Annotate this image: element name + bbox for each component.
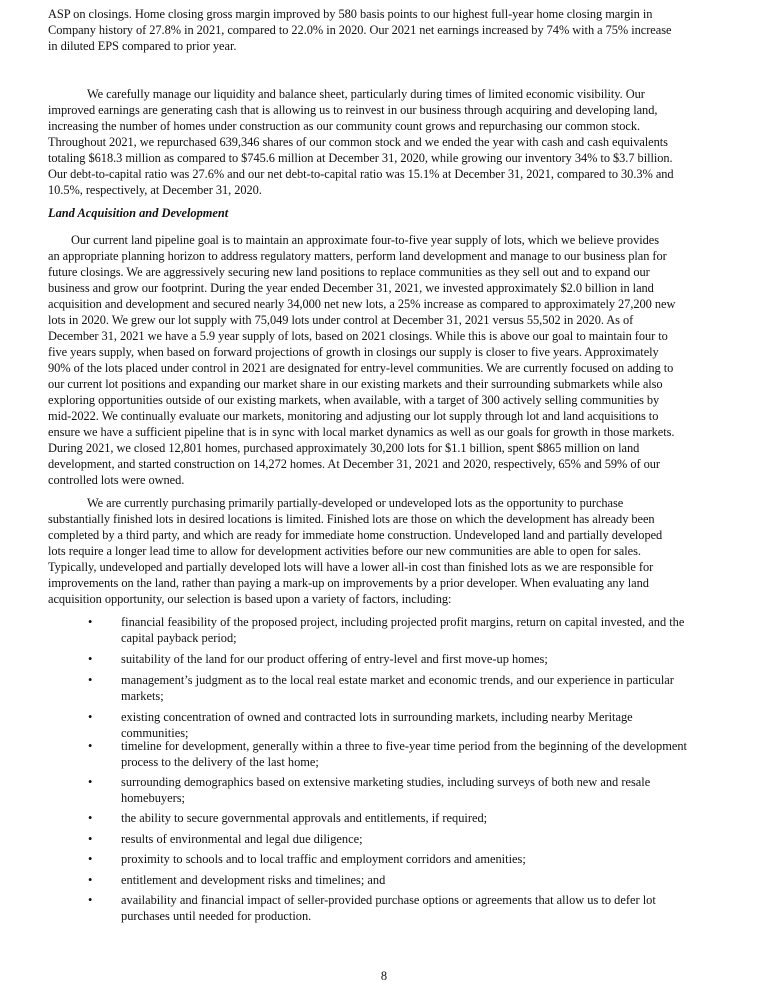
bullet-icon: • — [88, 652, 93, 666]
list-item-text: capital payback period; — [121, 631, 237, 645]
text-line: lots in 2020. We grew our lot supply with 75,049 lots under control at December 31, 2021 versus 55,502 in 2020. As of — [48, 313, 634, 327]
list-item-text: availability and financial impact of seller-provided purchase options or agreements that allow us to defer lot — [121, 893, 656, 907]
text-line: our current lot positions and expanding our market share in our existing markets and their surrounding submarkets while also — [48, 377, 663, 391]
text-line: future closings. We are aggressively securing new land positions to replace communities as they sell out and to expand our — [48, 265, 650, 279]
text-line: five years supply, when based on forward projections of growth in closings our supply is closer to five years. Approximately — [48, 345, 659, 359]
text-line: Typically, undeveloped and partially developed lots will have a lower all-in cost than finished lots as we are responsible for — [48, 560, 654, 574]
text-line: improved earnings are generating cash that is allowing us to reinvest in our business through acquiring and developing land, — [48, 103, 658, 117]
list-item-text: homebuyers; — [121, 791, 186, 805]
text-line: 90% of the lots placed under control in 2021 are designated for entry-level communities. We are currently focused on adding to — [48, 361, 674, 375]
text-line: development, and started construction on 14,272 homes. At December 31, 2021 and 2020, respectively, 65% and 59% of our — [48, 457, 660, 471]
bullet-icon: • — [88, 811, 93, 825]
list-item-text: financial feasibility of the proposed project, including projected profit margins, return on capital invested, and the — [121, 615, 685, 629]
text-line: During 2021, we closed 12,801 homes, purchased approximately 30,200 lots for $1.1 billion, spent $865 million on land — [48, 441, 640, 455]
page-number: 8 — [380, 969, 388, 983]
list-item-text: process to the delivery of the last home; — [121, 755, 319, 769]
bullet-icon: • — [88, 775, 93, 789]
bullet-icon: • — [88, 893, 93, 907]
text-line: Company history of 27.8% in 2021, compared to 22.0% in 2020. Our 2021 net earnings increased by 74% with a 75% increase — [48, 23, 672, 37]
text-line: mid-2022. We continually evaluate our markets, monitoring and adjusting our lot supply through lot and land acquisitions to — [48, 409, 659, 423]
text-line: controlled lots were owned. — [48, 473, 185, 487]
list-item-text: entitlement and development risks and timelines; and — [121, 873, 386, 887]
list-item-text: timeline for development, generally within a three to five-year time period from the beginning of the development — [121, 739, 687, 753]
list-item-text: surrounding demographics based on extensive marketing studies, including surveys of both new and resale — [121, 775, 651, 789]
bullet-icon: • — [88, 873, 93, 887]
list-item-text: proximity to schools and to local traffic and employment corridors and amenities; — [121, 852, 526, 866]
text-line: acquisition and development and secured nearly 34,000 net new lots, a 25% increase as compared to approximately 27,200 new — [48, 297, 676, 311]
text-line: acquisition opportunity, our selection is based upon a variety of factors, including: — [48, 592, 452, 606]
list-item-text: communities; — [121, 726, 189, 740]
list-item-text: suitability of the land for our product offering of entry-level and first move-up homes; — [121, 652, 548, 666]
text-line: increasing the number of homes under construction as our community count grows and repurchasing our common stock. — [48, 119, 641, 133]
text-line: substantially finished lots in desired locations is limited. Finished lots are those on which the development has already been — [48, 512, 655, 526]
text-line: Our current land pipeline goal is to maintain an approximate four-to-five year supply of lots, which we believe provides — [71, 233, 659, 247]
text-line: improvements on the land, rather than paying a mark-up on improvements by a prior developer. When evaluating any land — [48, 576, 649, 590]
section-heading: Land Acquisition and Development — [48, 206, 229, 220]
text-line: lots require a longer lead time to allow for development activities before our new communities are able to open for sales. — [48, 544, 641, 558]
bullet-icon: • — [88, 852, 93, 866]
text-line: 10.5%, respectively, at December 31, 2020. — [48, 183, 262, 197]
list-item-text: existing concentration of owned and contracted lots in surrounding markets, including nearby Meritage — [121, 710, 633, 724]
text-line: an appropriate planning horizon to address regulatory matters, perform land development and manage to our business plan for — [48, 249, 667, 263]
bullet-icon: • — [88, 832, 93, 846]
text-line: Throughout 2021, we repurchased 639,346 shares of our common stock and we ended the year with cash and cash equivalents — [48, 135, 668, 149]
text-line: totaling $618.3 million as compared to $745.6 million at December 31, 2020, while growing our inventory 34% to $3.7 billion. — [48, 151, 673, 165]
bullet-icon: • — [88, 673, 93, 687]
text-line: ASP on closings. Home closing gross margin improved by 580 basis points to our highest full-year home closing margin in — [48, 7, 653, 21]
text-line: December 31, 2021 we have a 5.9 year supply of lots, based on 2021 closings. While this is above our goal to maintain four to — [48, 329, 668, 343]
text-line: in diluted EPS compared to prior year. — [48, 39, 237, 53]
bullet-icon: • — [88, 710, 93, 724]
text-line: completed by a third party, and which are ready for immediate home construction. Undeveloped land and partially developed — [48, 528, 663, 542]
text-line: business and grow our footprint. During the year ended December 31, 2021, we invested approximately $2.0 billion in land — [48, 281, 654, 295]
bullet-icon: • — [88, 615, 93, 629]
list-item-text: results of environmental and legal due diligence; — [121, 832, 363, 846]
list-item-text: the ability to secure governmental approvals and entitlements, if required; — [121, 811, 488, 825]
text-line: We are currently purchasing primarily partially-developed or undeveloped lots as the opportunity to purchase — [87, 496, 624, 510]
list-item-text: purchases until needed for production. — [121, 909, 312, 923]
list-item-text: management’s judgment as to the local real estate market and economic trends, and our experience in particular — [121, 673, 674, 687]
bullet-icon: • — [88, 739, 93, 753]
text-line: ensure we have a sufficient pipeline that is in sync with local market dynamics as well as our goals for growth in those markets. — [48, 425, 675, 439]
text-line: Our debt-to-capital ratio was 27.6% and our net debt-to-capital ratio was 15.1% at December 31, 2021, compared to 30.3% and — [48, 167, 674, 181]
text-line: We carefully manage our liquidity and balance sheet, particularly during times of limited economic visibility. Our — [87, 87, 645, 101]
text-line: exploring opportunities outside of our existing markets, when available, with a target of 300 actively selling communities by — [48, 393, 660, 407]
list-item-text: markets; — [121, 689, 164, 703]
